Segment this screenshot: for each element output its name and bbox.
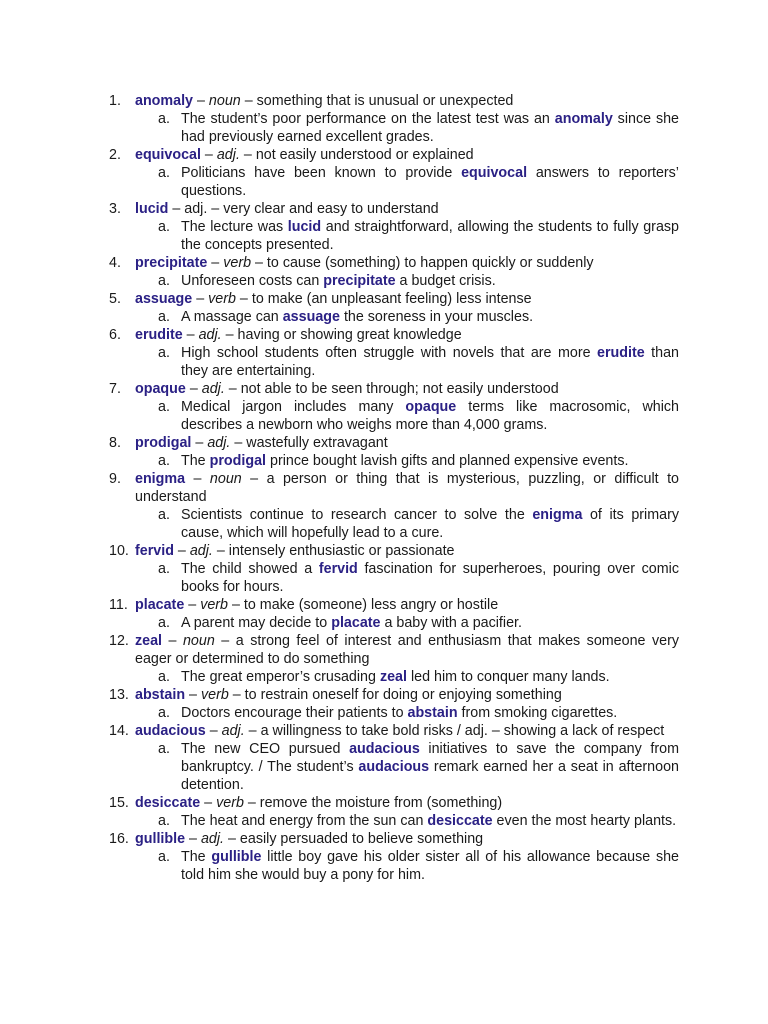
entry-definition-line bbox=[109, 380, 679, 398]
definition-text: – bbox=[185, 687, 201, 703]
entry-number: 16. bbox=[109, 831, 129, 847]
entry-definition-line bbox=[109, 722, 679, 740]
entry-definition-line bbox=[109, 200, 679, 218]
entry-definition bbox=[135, 830, 679, 848]
entry-definition-line bbox=[109, 254, 679, 272]
vocab-entry bbox=[109, 146, 679, 200]
vocab-word: gullible bbox=[135, 831, 186, 847]
entry-definition bbox=[135, 254, 679, 272]
example-sentence bbox=[181, 272, 679, 290]
vocab-word: gullible bbox=[211, 849, 262, 865]
example-text: and straightforward, allowing the students to fully grasp the concepts presented. bbox=[181, 219, 679, 253]
vocab-word: anomaly bbox=[554, 111, 613, 127]
entry-number: 2. bbox=[109, 147, 121, 163]
vocab-word: opaque bbox=[405, 399, 457, 415]
entry-number: 8. bbox=[109, 435, 121, 451]
example-line bbox=[109, 848, 679, 884]
vocab-word: audacious bbox=[349, 741, 420, 757]
example-line bbox=[109, 398, 679, 434]
example-line bbox=[109, 506, 679, 542]
example-sentence bbox=[181, 398, 679, 434]
entry-definition-line bbox=[109, 794, 679, 812]
vocab-word: zeal bbox=[135, 633, 163, 649]
entry-definition-line bbox=[109, 542, 679, 560]
example-line bbox=[109, 452, 679, 470]
part-of-speech: noun bbox=[182, 633, 215, 649]
example-text: initiatives to save the company from bankruptcy. / The student’s bbox=[181, 741, 679, 775]
definition-text: – to restrain oneself for doing or enjoying something bbox=[228, 687, 562, 703]
example-text: Politicians have been known to provide bbox=[181, 165, 462, 181]
example-sentence bbox=[181, 704, 679, 722]
entry-definition-line bbox=[109, 632, 679, 668]
vocab-entry bbox=[109, 92, 679, 146]
vocab-word: abstain bbox=[135, 687, 186, 703]
entry-number: 7. bbox=[109, 381, 121, 397]
vocab-word: placate bbox=[331, 615, 381, 631]
example-sentence bbox=[181, 452, 679, 470]
example-letter: a. bbox=[158, 741, 170, 757]
entry-definition bbox=[135, 146, 679, 164]
part-of-speech: verb bbox=[223, 255, 252, 271]
example-text: The great emperor’s crusading bbox=[181, 669, 380, 685]
example-line bbox=[109, 812, 679, 830]
example-text: The heat and energy from the sun can bbox=[181, 813, 428, 829]
example-line bbox=[109, 164, 679, 200]
vocab-entry bbox=[109, 686, 679, 722]
example-text: High school students often struggle with novels that are more bbox=[181, 345, 598, 361]
definition-text: – bbox=[185, 381, 202, 397]
example-text: The new CEO pursued bbox=[181, 741, 350, 757]
part-of-speech: verb bbox=[208, 291, 236, 307]
entry-definition bbox=[135, 380, 679, 398]
example-sentence bbox=[181, 740, 679, 794]
example-text: a baby with a pacifier. bbox=[380, 615, 522, 631]
example-line bbox=[109, 272, 679, 290]
example-text: Scientists continue to research cancer to solve the bbox=[181, 507, 533, 523]
vocab-word: prodigal bbox=[209, 453, 267, 469]
part-of-speech: adj. bbox=[207, 435, 231, 451]
vocab-word: fervid bbox=[318, 561, 358, 577]
vocab-word: precipitate bbox=[135, 255, 208, 271]
example-letter: a. bbox=[158, 615, 170, 631]
vocab-entry bbox=[109, 542, 679, 596]
vocab-entry bbox=[109, 794, 679, 830]
entry-definition-line bbox=[109, 470, 679, 506]
example-sentence bbox=[181, 668, 679, 686]
example-text: The lecture was bbox=[181, 219, 288, 235]
part-of-speech: adj. bbox=[198, 327, 222, 343]
example-letter: a. bbox=[158, 111, 170, 127]
entry-definition-line bbox=[109, 326, 679, 344]
definition-text: – to cause (something) to happen quickly or suddenly bbox=[251, 255, 594, 271]
entry-definition bbox=[135, 434, 679, 452]
example-letter: a. bbox=[158, 165, 170, 181]
definition-text: – bbox=[162, 633, 183, 649]
example-text: A parent may decide to bbox=[181, 615, 332, 631]
example-sentence bbox=[181, 506, 679, 542]
vocab-entry bbox=[109, 380, 679, 434]
vocab-entry bbox=[109, 470, 679, 542]
vocab-word: desiccate bbox=[135, 795, 201, 811]
example-text: little boy gave his older sister all of his allowance because she told him she would buy a pony for him. bbox=[181, 849, 680, 883]
example-text: remark earned her a seat in afternoon detention. bbox=[181, 759, 679, 793]
vocab-word: assuage bbox=[282, 309, 340, 325]
example-letter: a. bbox=[158, 453, 170, 469]
part-of-speech: verb bbox=[200, 687, 229, 703]
definition-text: – bbox=[207, 255, 224, 271]
part-of-speech: adj. bbox=[189, 543, 213, 559]
definition-text: – bbox=[185, 831, 201, 847]
definition-text: – not able to be seen through; not easily understood bbox=[224, 381, 559, 397]
entry-definition-line bbox=[109, 92, 679, 110]
part-of-speech: adj. bbox=[200, 831, 225, 847]
example-text: from smoking cigarettes. bbox=[457, 705, 618, 721]
example-line bbox=[109, 308, 679, 326]
definition-text: – bbox=[193, 93, 209, 109]
part-of-speech: noun bbox=[208, 93, 241, 109]
vocab-entry bbox=[109, 326, 679, 380]
vocab-word: erudite bbox=[597, 345, 645, 361]
definition-text: – bbox=[173, 543, 190, 559]
example-line bbox=[109, 218, 679, 254]
vocab-word: precipitate bbox=[323, 273, 396, 289]
vocab-word: equivocal bbox=[135, 147, 201, 163]
example-line bbox=[109, 740, 679, 794]
example-line bbox=[109, 614, 679, 632]
entry-definition bbox=[135, 290, 679, 308]
part-of-speech: adj. bbox=[201, 381, 225, 397]
entry-definition bbox=[135, 542, 679, 560]
definition-text: – to make (an unpleasant feeling) less intense bbox=[235, 291, 532, 307]
entry-number: 3. bbox=[109, 201, 121, 217]
entry-number: 5. bbox=[109, 291, 121, 307]
vocab-word: anomaly bbox=[135, 93, 194, 109]
example-text: The child showed a bbox=[181, 561, 319, 577]
vocab-entry bbox=[109, 722, 679, 794]
example-text: than they are entertaining. bbox=[181, 345, 679, 379]
vocab-word: fervid bbox=[135, 543, 174, 559]
example-text: The bbox=[181, 453, 210, 469]
definition-text: – a willingness to take bold risks / adj. – showing a lack of respect bbox=[244, 723, 665, 739]
example-sentence bbox=[181, 560, 679, 596]
entry-definition-line bbox=[109, 434, 679, 452]
example-text: of its primary cause, which will hopefully lead to a cure. bbox=[181, 507, 679, 541]
entry-definition bbox=[135, 632, 679, 668]
entry-number: 4. bbox=[109, 255, 121, 271]
example-letter: a. bbox=[158, 561, 170, 577]
vocab-entry bbox=[109, 200, 679, 254]
example-letter: a. bbox=[158, 849, 170, 865]
part-of-speech: adj. bbox=[216, 147, 240, 163]
example-sentence bbox=[181, 614, 679, 632]
example-line bbox=[109, 344, 679, 380]
example-sentence bbox=[181, 344, 679, 380]
vocab-entry bbox=[109, 596, 679, 632]
vocab-word: lucid bbox=[135, 201, 169, 217]
definition-text: – easily persuaded to believe something bbox=[224, 831, 484, 847]
example-letter: a. bbox=[158, 345, 170, 361]
entry-number: 15. bbox=[109, 795, 129, 811]
entry-definition bbox=[135, 326, 679, 344]
definition-text: – having or showing great knowledge bbox=[221, 327, 462, 343]
vocab-entry bbox=[109, 632, 679, 686]
definition-text: – bbox=[200, 147, 217, 163]
vocab-word: opaque bbox=[135, 381, 186, 397]
definition-text: – intensely enthusiastic or passionate bbox=[212, 543, 455, 559]
example-text: answers to reporters’ questions. bbox=[181, 165, 679, 199]
entry-definition bbox=[135, 200, 679, 218]
example-line bbox=[109, 110, 679, 146]
example-letter: a. bbox=[158, 507, 170, 523]
example-sentence bbox=[181, 812, 679, 830]
example-letter: a. bbox=[158, 669, 170, 685]
entry-definition-line bbox=[109, 146, 679, 164]
entry-definition bbox=[135, 470, 679, 506]
vocab-entry bbox=[109, 254, 679, 290]
part-of-speech: adj. bbox=[221, 723, 245, 739]
definition-text: – bbox=[191, 435, 208, 451]
example-letter: a. bbox=[158, 813, 170, 829]
part-of-speech: verb bbox=[216, 795, 244, 811]
vocab-word: abstain bbox=[407, 705, 458, 721]
definition-text: – bbox=[182, 327, 199, 343]
vocab-word: audacious bbox=[135, 723, 206, 739]
example-line bbox=[109, 560, 679, 596]
example-line bbox=[109, 668, 679, 686]
example-letter: a. bbox=[158, 399, 170, 415]
entry-number: 13. bbox=[109, 687, 129, 703]
example-text: fascination for superheroes, pouring over comic books for hours. bbox=[181, 561, 679, 595]
definition-text: – bbox=[200, 795, 217, 811]
vocab-word: audacious bbox=[358, 759, 430, 775]
entry-definition-line bbox=[109, 686, 679, 704]
definition-text: – bbox=[185, 471, 210, 487]
example-text: Medical jargon includes many bbox=[181, 399, 406, 415]
example-text: led him to conquer many lands. bbox=[406, 669, 610, 685]
example-text: The bbox=[181, 849, 212, 865]
definition-text: – a strong feel of interest and enthusiasm that makes someone very eager or determined to do something bbox=[135, 633, 679, 667]
vocab-word: enigma bbox=[532, 507, 583, 523]
example-text: The student’s poor performance on the latest test was an bbox=[181, 111, 555, 127]
entry-definition bbox=[135, 92, 679, 110]
vocab-word: lucid bbox=[287, 219, 322, 235]
example-text: prince bought lavish gifts and planned expensive events. bbox=[266, 453, 629, 469]
entry-number: 1. bbox=[109, 93, 121, 109]
example-sentence bbox=[181, 218, 679, 254]
definition-text: – wastefully extravagant bbox=[230, 435, 388, 451]
example-sentence bbox=[181, 110, 679, 146]
example-line bbox=[109, 704, 679, 722]
entry-number: 10. bbox=[109, 543, 129, 559]
entry-definition bbox=[135, 722, 679, 740]
example-letter: a. bbox=[158, 273, 170, 289]
definition-text: – not easily understood or explained bbox=[239, 147, 474, 163]
vocab-word: enigma bbox=[135, 471, 186, 487]
vocab-word: erudite bbox=[135, 327, 183, 343]
part-of-speech: noun bbox=[209, 471, 242, 487]
vocab-word: desiccate bbox=[427, 813, 493, 829]
entry-number: 12. bbox=[109, 633, 129, 649]
entry-number: 14. bbox=[109, 723, 129, 739]
entry-number: 6. bbox=[109, 327, 121, 343]
example-text: A massage can bbox=[181, 309, 283, 325]
definition-text: – remove the moisture from (something) bbox=[243, 795, 503, 811]
vocab-word: prodigal bbox=[135, 435, 192, 451]
entry-number: 9. bbox=[109, 471, 121, 487]
vocabulary-list bbox=[109, 92, 679, 884]
definition-text: – bbox=[192, 291, 209, 307]
vocab-entry bbox=[109, 434, 679, 470]
entry-definition-line bbox=[109, 596, 679, 614]
example-text: Unforeseen costs can bbox=[181, 273, 324, 289]
example-text: since she had previously earned excellent grades. bbox=[181, 111, 680, 145]
vocab-word: zeal bbox=[379, 669, 407, 685]
definition-text: – bbox=[205, 723, 222, 739]
vocab-word: assuage bbox=[135, 291, 193, 307]
example-text: even the most hearty plants. bbox=[492, 813, 677, 829]
example-text: terms like macrosomic, which describes a newborn who weighs more than 4,000 grams. bbox=[181, 399, 679, 433]
vocab-entry bbox=[109, 830, 679, 884]
definition-text: – bbox=[184, 597, 201, 613]
example-sentence bbox=[181, 308, 679, 326]
vocab-word: equivocal bbox=[461, 165, 528, 181]
entry-definition bbox=[135, 596, 679, 614]
example-sentence bbox=[181, 848, 679, 884]
vocab-word: placate bbox=[135, 597, 185, 613]
entry-definition-line bbox=[109, 290, 679, 308]
entry-number: 11. bbox=[109, 597, 128, 613]
example-letter: a. bbox=[158, 309, 170, 325]
definition-text: – a person or thing that is mysterious, puzzling, or difficult to understand bbox=[135, 471, 679, 505]
definition-text: – to make (someone) less angry or hostile bbox=[228, 597, 499, 613]
vocab-entry bbox=[109, 290, 679, 326]
entry-definition bbox=[135, 686, 679, 704]
example-text: the soreness in your muscles. bbox=[339, 309, 534, 325]
definition-text: – adj. – very clear and easy to understand bbox=[168, 201, 439, 217]
definition-text: – something that is unusual or unexpected bbox=[240, 93, 514, 109]
entry-definition-line bbox=[109, 830, 679, 848]
example-text: Doctors encourage their patients to bbox=[181, 705, 408, 721]
example-letter: a. bbox=[158, 219, 170, 235]
example-sentence bbox=[181, 164, 679, 200]
part-of-speech: verb bbox=[200, 597, 228, 613]
example-letter: a. bbox=[158, 705, 170, 721]
entry-definition bbox=[135, 794, 679, 812]
example-text: a budget crisis. bbox=[395, 273, 496, 289]
